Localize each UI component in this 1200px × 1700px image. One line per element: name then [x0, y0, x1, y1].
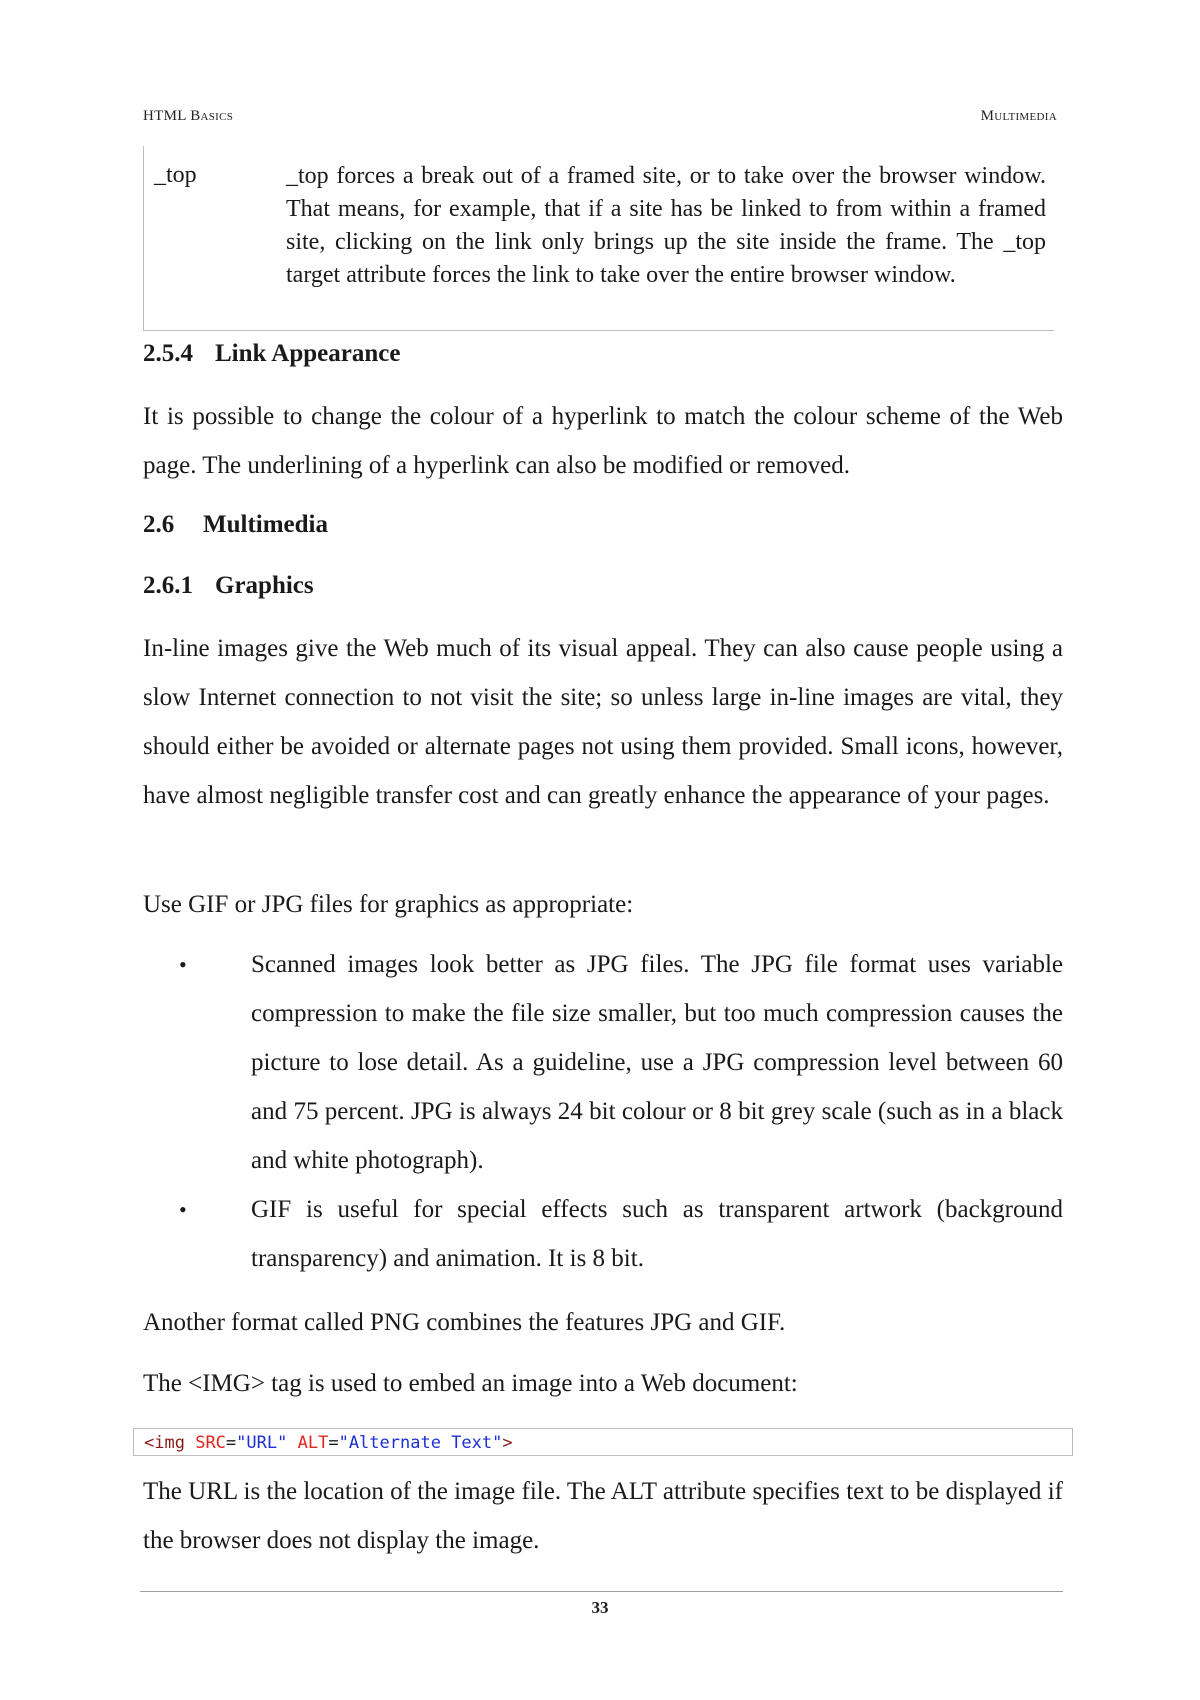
header-left: HTML Basics [143, 108, 234, 124]
running-header [143, 108, 1057, 130]
heading-title: Graphics [215, 572, 314, 599]
heading-title: Multimedia [203, 511, 328, 538]
paragraph-link-appearance: It is possible to change the colour of a hyperlink to match the colour scheme of the Web page. The underlining of a hyperlink can also be modified or removed. [143, 403, 1063, 479]
format-bullet-list [143, 940, 1063, 1283]
heading-number: 2.6.1 [143, 572, 193, 599]
list-item-text: Scanned images look better as JPG files. The JPG file format uses variable compression to make the file size smaller, but too much compression causes the picture to lose detail. As a guideline, use a JPG compression level between 60 and 75 percent. JPG is always 24 bit colour or 8 bit grey scale (such as in a black and white photograph). [251, 951, 1063, 1174]
code-equals: = [328, 1433, 339, 1453]
code-attr-alt: ALT [297, 1433, 329, 1453]
header-right: Multimedia [980, 108, 1057, 124]
target-attribute-table-row [143, 146, 1054, 331]
code-value-url: "URL" [236, 1433, 288, 1453]
table-description: _top forces a break out of a framed site, or to take over the browser window. That means, for example, that if a site has be linked to from within a framed site, clicking on the link only brings up the site inside the frame. The _top target attribute forces the link to take over the entire browser window. [286, 163, 1046, 288]
list-item [143, 940, 1063, 1185]
code-snippet [133, 1428, 1073, 1456]
heading-link-appearance [143, 340, 400, 368]
bullet-icon: • [179, 952, 187, 977]
list-item-text: GIF is useful for special effects such as transparent artwork (background transparency) and animation. It is 8 bit. [251, 1196, 1063, 1272]
list-item [143, 1185, 1063, 1283]
heading-title: Link Appearance [215, 340, 401, 367]
paragraph-url-alt: The URL is the location of the image file. The ALT attribute specifies text to be displayed if the browser does not display the image. [143, 1478, 1063, 1554]
code-attr-src: SRC [195, 1433, 226, 1453]
paragraph-img-tag: The <IMG> tag is used to embed an image into a Web document: [143, 1370, 798, 1397]
footer-divider [140, 1591, 1063, 1592]
heading-number: 2.6 [143, 511, 175, 538]
paragraph-png: Another format called PNG combines the features JPG and GIF. [143, 1309, 786, 1336]
heading-number: 2.5.4 [143, 340, 193, 367]
code-tag-close: > [502, 1433, 513, 1453]
table-term: _top [154, 162, 197, 188]
bullet-icon: • [179, 1197, 187, 1222]
code-value-alt: "Alternate Text" [338, 1433, 503, 1453]
page-number: 33 [591, 1598, 609, 1617]
paragraph-inline-images: In-line images give the Web much of its visual appeal. They can also cause people using a slow Internet connection to not visit the site; so unless large in-line images are vital, they should either be avoided or alternate pages not using them provided. Small icons, however, have almost negligible transfer cost and can greatly enhance the appearance of your pages. [143, 635, 1063, 809]
paragraph-use-gif-jpg: Use GIF or JPG files for graphics as appropriate: [143, 891, 634, 918]
code-tag-open: <img [144, 1433, 185, 1453]
heading-multimedia [143, 511, 328, 539]
heading-graphics [143, 572, 314, 600]
code-equals: = [225, 1433, 237, 1453]
